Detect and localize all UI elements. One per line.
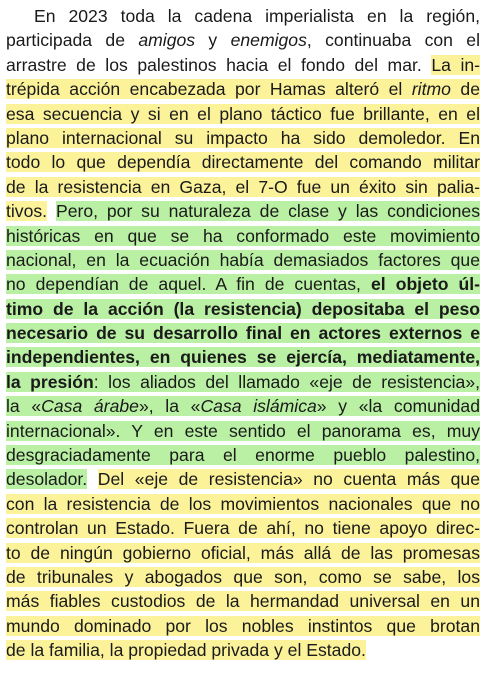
yellow-highlighted-text: de la familia, la propiedad privada y el Estado. [6,640,366,661]
yellow-highlighted-text: más fiables custodios de la hermandad universal en un [6,591,480,612]
text-line [6,614,480,638]
green-highlighted-text: desgraciadamente para el enorme pueblo palestino, [6,445,480,466]
text-line [6,150,480,174]
text-line [6,589,480,613]
green-highlighted-text: internacional». Y en este sentido el panorama es, muy [6,420,480,441]
text-line [6,272,480,296]
green-highlighted-text: la « [6,396,42,417]
text-line [6,419,480,443]
yellow-highlighted-text: esa secuencia y si en el plano táctico fue brillante, en el [6,103,480,124]
italic-text-run: enemigos [230,30,307,51]
yellow-highlighted-text: tivos. [6,201,48,222]
green-highlighted-text: Pero, por su naturaleza de clase y las condiciones [55,201,480,222]
text-line [6,4,480,28]
green-highlighted-text: nacional, en la ecuación había demasiados factores que [6,249,480,270]
yellow-highlighted-text: de tribunales y abogados que son, como se sabe, los [6,566,480,587]
text-line [6,77,480,101]
yellow-highlighted-text: Del «eje de resistencia» no cuenta más que [97,469,480,490]
text-run: participada de [6,30,139,51]
text-run [47,201,56,221]
yellow-highlighted-text: de la resistencia en Gaza, el 7-O fue un éxito sin palia- [6,176,480,197]
yellow-highlighted-text: trépida acción encabezada por Hamas alteró el [6,79,412,100]
text-line [6,28,480,52]
text-line [6,638,480,662]
text-line [6,370,480,394]
yellow-highlighted-text: controlan un Estado. Fuera de ahí, no tiene apoyo direc- [6,518,480,539]
text-line [6,467,480,491]
text-run [87,469,98,489]
text-line [6,126,480,150]
green-highlighted-text: desolador. [6,469,88,490]
yellow-highlighted-text: plano internacional su impacto ha sido demoledor. En [6,127,480,148]
italic-yellow-highlighted-text: ritmo [411,79,451,100]
bold-green-highlighted-text: timo de la acción (la resistencia) depositaba el peso [6,298,480,319]
bold-green-highlighted-text: el objeto úl- [370,274,480,295]
text-run: , continuaba con el [306,30,480,51]
italic-text-run: amigos [138,30,196,51]
green-highlighted-text: : los aliados del llamado «eje de resistencia», [93,371,480,392]
yellow-highlighted-text: de [450,79,480,100]
text-line [6,394,480,418]
text-run: arrastre de los palestinos hacia el fondo del mar. [6,54,432,75]
italic-green-highlighted-text: Casa árabe [41,396,139,417]
text-line [6,297,480,321]
green-highlighted-text: » y «la comunidad [316,396,480,417]
text-line [6,443,480,467]
text-line [6,541,480,565]
paragraph [6,4,480,663]
text-line [6,199,480,223]
text-line [6,345,480,369]
text-line [6,248,480,272]
yellow-highlighted-text: mundo dominado por los nobles instintos que brotan [6,615,480,636]
yellow-highlighted-text: con la resistencia de los movimientos nacionales que no [6,493,480,514]
yellow-highlighted-text: todo lo que dependía directamente del comando militar [6,152,480,173]
yellow-highlighted-text: to de ningún gobierno oficial, más allá de las promesas [6,542,480,563]
bold-green-highlighted-text: independientes, en quienes se ejercía, mediatamente, [6,347,480,368]
text-line [6,224,480,248]
text-line [6,175,480,199]
bold-green-highlighted-text: la presión [6,371,94,392]
bold-green-highlighted-text: necesario de su desarrollo final en actores externos e [6,323,480,344]
green-highlighted-text: históricas en que se ha conformado este movimiento [6,225,480,246]
text-line [6,102,480,126]
text-run: y [195,30,231,51]
green-highlighted-text: no dependían de aquel. A fin de cuentas, [6,274,371,295]
italic-green-highlighted-text: Casa islámica [200,396,317,417]
text-line [6,53,480,77]
text-line [6,492,480,516]
text-line [6,516,480,540]
text-line [6,321,480,345]
text-line [6,565,480,589]
green-highlighted-text: », la « [138,396,201,417]
yellow-highlighted-text: La in- [431,54,480,75]
text-run: En 2023 toda la cadena imperialista en la región, [34,6,480,26]
